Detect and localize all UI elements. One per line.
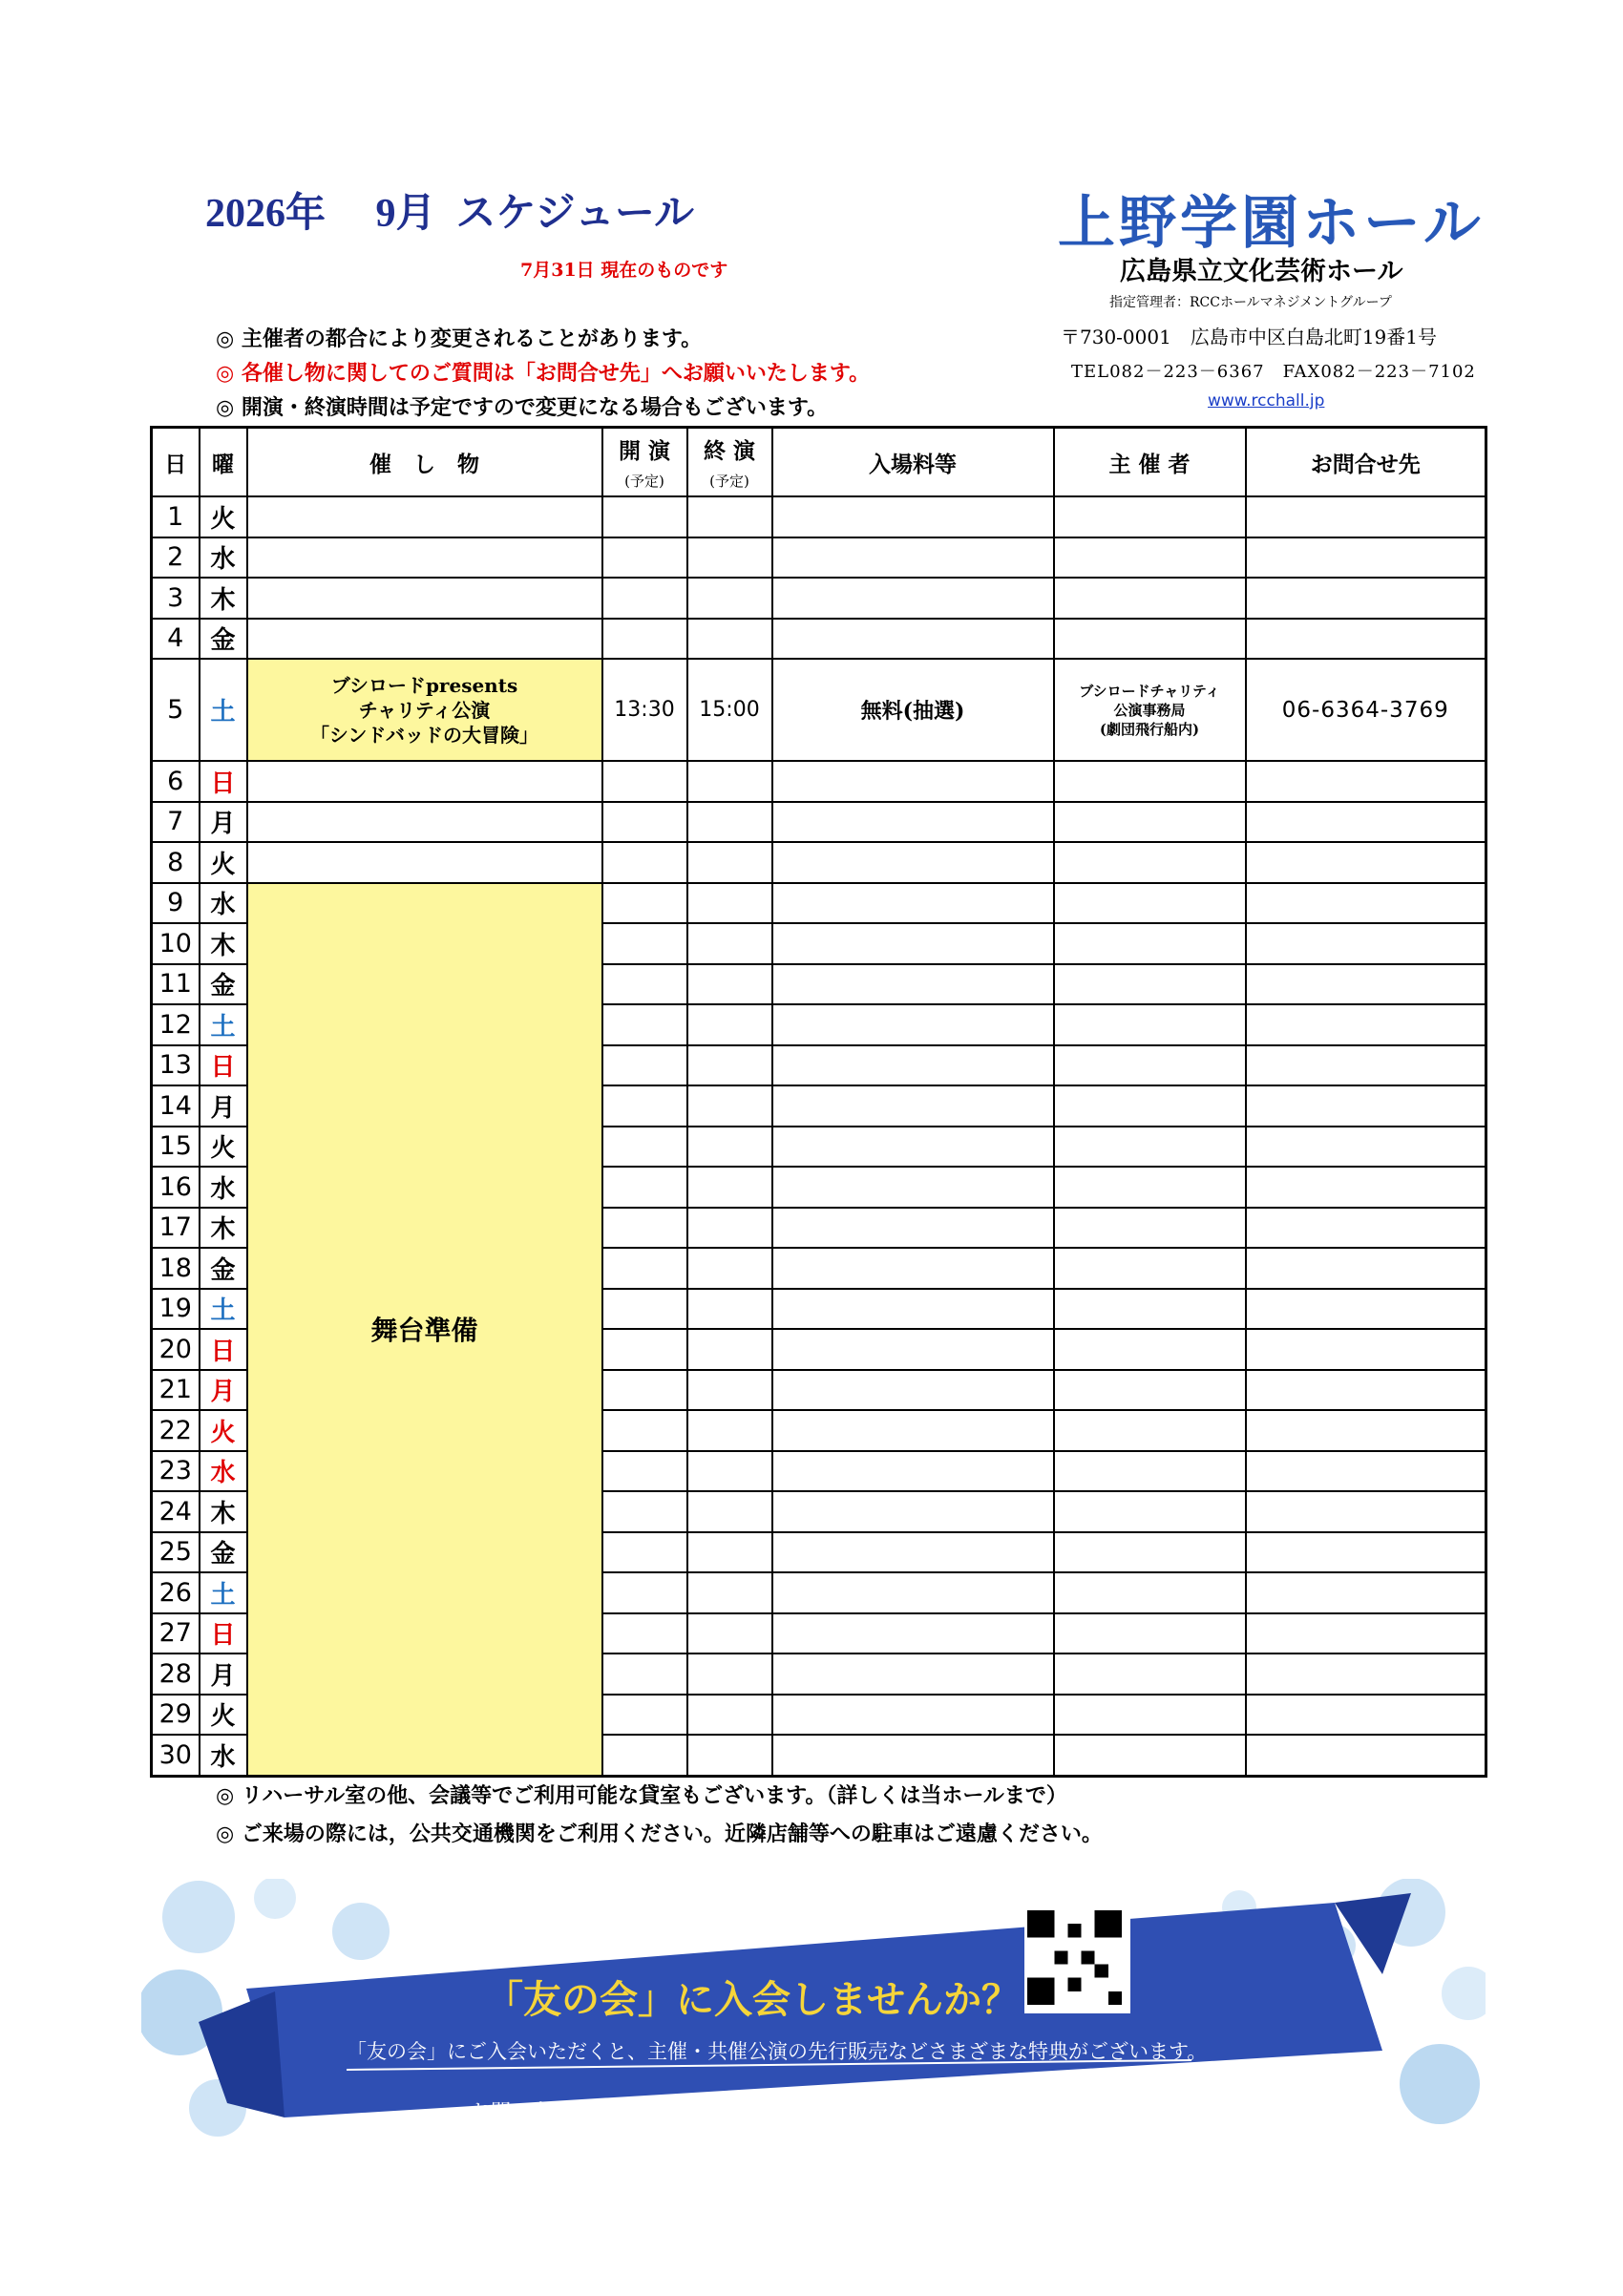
weekday: 土	[200, 1004, 247, 1045]
weekday: 水	[200, 537, 247, 579]
close-time	[687, 1370, 772, 1411]
weekday: 月	[200, 1654, 247, 1695]
organizer-cell	[1054, 1572, 1246, 1613]
friends-club-banner[interactable]	[141, 1879, 1486, 2137]
inquiry-cell	[1246, 802, 1486, 843]
header-close	[687, 428, 772, 497]
organizer-cell	[1054, 1004, 1246, 1045]
inquiry-cell	[1246, 496, 1486, 537]
event-cell	[247, 619, 602, 660]
weekday: 水	[200, 1451, 247, 1492]
open-time	[602, 1329, 687, 1370]
admission-fee	[772, 883, 1054, 924]
organizer-org-line1: ブシロードチャリティ	[1079, 682, 1220, 700]
open-time	[602, 964, 687, 1005]
open-time	[602, 802, 687, 843]
header-close-label: 終 演	[703, 438, 755, 464]
weekday: 水	[200, 1167, 247, 1208]
admission-fee	[772, 1248, 1054, 1289]
event-title-line3: 「シンドバッドの大冒険」	[309, 723, 539, 747]
close-time	[687, 842, 772, 883]
organizer-cell	[1054, 1127, 1246, 1168]
inquiry-cell	[1246, 1167, 1486, 1208]
close-time	[687, 1410, 772, 1451]
open-time	[602, 578, 687, 619]
organizer-cell	[1054, 619, 1246, 660]
close-time	[687, 1248, 772, 1289]
table-row	[152, 578, 1486, 619]
note-times: ◎ 開演・終演時間は予定ですので変更になる場合もございます。	[216, 395, 829, 420]
table-row	[152, 619, 1486, 660]
weekday: 火	[200, 1410, 247, 1451]
organizer-cell	[1054, 1045, 1246, 1086]
weekday: 月	[200, 802, 247, 843]
admission-fee	[772, 1127, 1054, 1168]
weekday: 木	[200, 578, 247, 619]
weekday: 火	[200, 1127, 247, 1168]
table-row	[152, 842, 1486, 883]
organizer-cell	[1054, 1208, 1246, 1249]
weekday: 日	[200, 1329, 247, 1370]
close-time	[687, 1695, 772, 1736]
as-of-date: 7月31日 現在のものです	[520, 260, 728, 281]
admission-fee	[772, 537, 1054, 579]
organizer-org-line3: (劇団飛行船内)	[1099, 720, 1200, 738]
hall-address: 〒730-0001 広島市中区白島北町19番1号	[1061, 326, 1438, 348]
close-time	[687, 761, 772, 802]
weekday: 土	[200, 1289, 247, 1330]
admission-fee	[772, 964, 1054, 1005]
open-time	[602, 1289, 687, 1330]
close-time	[687, 1085, 772, 1127]
admission-fee	[772, 842, 1054, 883]
organizer-org-line2: 公演事務局	[1113, 701, 1186, 719]
admission-fee	[772, 1654, 1054, 1695]
organizer-cell	[1054, 802, 1246, 843]
day-number: 3	[152, 578, 200, 619]
organizer-cell	[1054, 537, 1246, 579]
close-time	[687, 923, 772, 964]
day-number: 25	[152, 1532, 200, 1573]
header-fee: 入場料等	[772, 428, 1054, 497]
weekday: 土	[200, 1572, 247, 1613]
close-time	[687, 496, 772, 537]
organizer-cell	[1054, 1491, 1246, 1532]
organizer-cell	[1054, 1695, 1246, 1736]
schedule-body	[152, 496, 1486, 1776]
admission-fee	[772, 1613, 1054, 1654]
weekday: 日	[200, 761, 247, 802]
table-row	[152, 761, 1486, 802]
day-number: 1	[152, 496, 200, 537]
hall-subtitle: 広島県立文化芸術ホール	[1120, 257, 1403, 286]
admission-fee	[772, 1532, 1054, 1573]
close-time	[687, 1451, 772, 1492]
day-number: 14	[152, 1085, 200, 1127]
open-time	[602, 1085, 687, 1127]
weekday: 金	[200, 1532, 247, 1573]
organizer-cell	[1054, 578, 1246, 619]
inquiry-cell	[1246, 842, 1486, 883]
day-number: 13	[152, 1045, 200, 1086]
open-time	[602, 1045, 687, 1086]
close-time	[687, 619, 772, 660]
table-row	[152, 802, 1486, 843]
open-time	[602, 1532, 687, 1573]
event-title-line2: チャリティ公演	[358, 698, 491, 722]
organizer-cell	[1054, 1654, 1246, 1695]
weekday: 火	[200, 842, 247, 883]
close-time	[687, 1532, 772, 1573]
day-number: 24	[152, 1491, 200, 1532]
organizer-cell	[1054, 1085, 1246, 1127]
close-time	[687, 802, 772, 843]
weekday: 金	[200, 1248, 247, 1289]
close-time	[687, 1613, 772, 1654]
close-time	[687, 1654, 772, 1695]
organizer-cell	[1054, 659, 1246, 761]
organizer-cell	[1054, 1248, 1246, 1289]
day-number: 12	[152, 1004, 200, 1045]
organizer-cell	[1054, 761, 1246, 802]
open-time: 13:30	[602, 659, 687, 761]
day-number: 4	[152, 619, 200, 660]
inquiry-cell	[1246, 1370, 1486, 1411]
admission-fee	[772, 619, 1054, 660]
inquiry-cell	[1246, 578, 1486, 619]
close-time	[687, 1208, 772, 1249]
hall-website-link[interactable]: www.rcchall.jp	[1208, 391, 1325, 411]
weekday: 火	[200, 496, 247, 537]
admission-fee	[772, 1167, 1054, 1208]
close-time	[687, 1289, 772, 1330]
day-number: 8	[152, 842, 200, 883]
event-cell	[247, 802, 602, 843]
inquiry-cell	[1246, 1695, 1486, 1736]
open-time	[602, 761, 687, 802]
open-time	[602, 1208, 687, 1249]
day-number: 22	[152, 1410, 200, 1451]
stage-prep-cell: 舞台準備	[247, 883, 602, 1777]
day-number: 26	[152, 1572, 200, 1613]
event-cell	[247, 842, 602, 883]
inquiry-cell	[1246, 761, 1486, 802]
inquiry-phone: 06-6364-3769	[1246, 659, 1486, 761]
day-number: 23	[152, 1451, 200, 1492]
organizer-cell	[1054, 1289, 1246, 1330]
open-time	[602, 1491, 687, 1532]
organizer-cell	[1054, 964, 1246, 1005]
day-number: 11	[152, 964, 200, 1005]
inquiry-cell	[1246, 1329, 1486, 1370]
open-time	[602, 1370, 687, 1411]
event-cell	[247, 496, 602, 537]
header-event: 催 し 物	[247, 428, 602, 497]
day-number: 16	[152, 1167, 200, 1208]
close-time: 15:00	[687, 659, 772, 761]
organizer-cell	[1054, 1167, 1246, 1208]
admission-fee	[772, 1208, 1054, 1249]
day-number: 28	[152, 1654, 200, 1695]
page-title: 2026年 9月 スケジュール	[205, 192, 694, 236]
inquiry-cell	[1246, 1127, 1486, 1168]
inquiry-cell	[1246, 1248, 1486, 1289]
day-number: 18	[152, 1248, 200, 1289]
close-time	[687, 1127, 772, 1168]
admission-fee	[772, 1572, 1054, 1613]
close-time	[687, 1735, 772, 1776]
open-time	[602, 1127, 687, 1168]
admission-fee	[772, 578, 1054, 619]
close-time	[687, 1045, 772, 1086]
inquiry-cell	[1246, 1410, 1486, 1451]
header-close-sub: (予定)	[709, 473, 749, 490]
banner-body: 「友の会」にご入会いただくと、主催・共催公演の先行販売などさまざまな特典がございます。	[347, 2040, 1208, 2063]
day-number: 27	[152, 1613, 200, 1654]
organizer-cell	[1054, 1370, 1246, 1411]
close-time	[687, 1167, 772, 1208]
open-time	[602, 1451, 687, 1492]
weekday: 木	[200, 1208, 247, 1249]
weekday: 金	[200, 619, 247, 660]
close-time	[687, 964, 772, 1005]
weekday: 日	[200, 1045, 247, 1086]
open-time	[602, 619, 687, 660]
inquiry-cell	[1246, 1208, 1486, 1249]
qr-code-icon[interactable]	[1024, 1907, 1130, 2013]
inquiry-cell	[1246, 883, 1486, 924]
close-time	[687, 883, 772, 924]
admission-fee: 無料(抽選)	[772, 659, 1054, 761]
inquiry-cell	[1246, 1654, 1486, 1695]
weekday: 土	[200, 659, 247, 761]
schedule-table	[150, 426, 1487, 1778]
open-time	[602, 1248, 687, 1289]
event-cell	[247, 578, 602, 619]
weekday: 水	[200, 1735, 247, 1776]
admission-fee	[772, 1289, 1054, 1330]
event-cell	[247, 659, 602, 761]
inquiry-cell	[1246, 1532, 1486, 1573]
organizer-cell	[1054, 1451, 1246, 1492]
weekday: 水	[200, 883, 247, 924]
open-time	[602, 883, 687, 924]
hall-manager: 指定管理者：RCCホールマネジメントグループ	[1109, 295, 1392, 310]
open-time	[602, 1572, 687, 1613]
hall-logo: 上野学園ホール	[1058, 190, 1485, 257]
footer-note-rooms: ◎ リハーサル室の他、会議等でご利用可能な貸室もございます。（詳しくは当ホールまで）	[216, 1783, 1067, 1808]
open-time	[602, 1695, 687, 1736]
day-number: 30	[152, 1735, 200, 1776]
admission-fee	[772, 496, 1054, 537]
inquiry-cell	[1246, 1491, 1486, 1532]
day-number: 9	[152, 883, 200, 924]
table-row	[152, 537, 1486, 579]
inquiry-cell	[1246, 1289, 1486, 1330]
open-time	[602, 1167, 687, 1208]
admission-fee	[772, 1410, 1054, 1451]
day-number: 21	[152, 1370, 200, 1411]
admission-fee	[772, 802, 1054, 843]
open-time	[602, 1613, 687, 1654]
day-number: 2	[152, 537, 200, 579]
organizer-cell	[1054, 842, 1246, 883]
admission-fee	[772, 1370, 1054, 1411]
banner-headline: 「友の会」に入会しませんか？	[485, 1978, 1020, 2022]
close-time	[687, 1329, 772, 1370]
inquiry-cell	[1246, 1004, 1486, 1045]
open-time	[602, 1004, 687, 1045]
admission-fee	[772, 1004, 1054, 1045]
banner-contact: お問い合わせ：上野学園ホール 友の会 事務局 TEL.082-223-6367	[471, 2100, 1075, 2123]
day-number: 6	[152, 761, 200, 802]
organizer-cell	[1054, 1735, 1246, 1776]
header-inquiry: お問合せ先	[1246, 428, 1486, 497]
header-open-sub: (予定)	[624, 473, 664, 490]
organizer-cell	[1054, 1410, 1246, 1451]
admission-fee	[772, 1045, 1054, 1086]
inquiry-cell	[1246, 1085, 1486, 1127]
organizer-cell	[1054, 883, 1246, 924]
admission-fee	[772, 1735, 1054, 1776]
day-number: 10	[152, 923, 200, 964]
table-row	[152, 659, 1486, 761]
close-time	[687, 537, 772, 579]
header-day: 日	[152, 428, 200, 497]
admission-fee	[772, 1451, 1054, 1492]
day-number: 15	[152, 1127, 200, 1168]
header-open-label: 開 演	[618, 438, 670, 464]
weekday: 月	[200, 1370, 247, 1411]
weekday: 火	[200, 1695, 247, 1736]
weekday: 月	[200, 1085, 247, 1127]
inquiry-cell	[1246, 923, 1486, 964]
day-number: 17	[152, 1208, 200, 1249]
day-number: 5	[152, 659, 200, 761]
hall-tel-fax: TEL082－223－6367 FAX082－223－7102	[1071, 362, 1476, 382]
inquiry-cell	[1246, 1045, 1486, 1086]
admission-fee	[772, 1329, 1054, 1370]
inquiry-cell	[1246, 537, 1486, 579]
event-cell	[247, 537, 602, 579]
organizer-cell	[1054, 923, 1246, 964]
table-row	[152, 496, 1486, 537]
weekday: 木	[200, 1491, 247, 1532]
close-time	[687, 1004, 772, 1045]
day-number: 29	[152, 1695, 200, 1736]
inquiry-cell	[1246, 1613, 1486, 1654]
close-time	[687, 1491, 772, 1532]
open-time	[602, 923, 687, 964]
inquiry-cell	[1246, 1572, 1486, 1613]
open-time	[602, 1410, 687, 1451]
day-number: 20	[152, 1329, 200, 1370]
event-cell	[247, 761, 602, 802]
admission-fee	[772, 1695, 1054, 1736]
admission-fee	[772, 1085, 1054, 1127]
weekday: 金	[200, 964, 247, 1005]
admission-fee	[772, 761, 1054, 802]
event-title-line1: ブシロードpresents	[330, 673, 518, 697]
open-time	[602, 1735, 687, 1776]
admission-fee	[772, 1491, 1054, 1532]
day-number: 7	[152, 802, 200, 843]
day-number: 19	[152, 1289, 200, 1330]
open-time	[602, 496, 687, 537]
organizer-cell	[1054, 496, 1246, 537]
table-row	[152, 883, 1486, 924]
admission-fee	[772, 923, 1054, 964]
footer-note-transport: ◎ ご来場の際には，公共交通機関をご利用ください。近隣店舗等への駐車はご遠慮ください。	[216, 1822, 1103, 1846]
close-time	[687, 1572, 772, 1613]
organizer-cell	[1054, 1532, 1246, 1573]
weekday: 木	[200, 923, 247, 964]
open-time	[602, 842, 687, 883]
header-open	[602, 428, 687, 497]
header-organizer: 主 催 者	[1054, 428, 1246, 497]
inquiry-cell	[1246, 1451, 1486, 1492]
inquiry-cell	[1246, 619, 1486, 660]
inquiry-cell	[1246, 964, 1486, 1005]
inquiry-cell	[1246, 1735, 1486, 1776]
header-weekday: 曜	[200, 428, 247, 497]
open-time	[602, 1654, 687, 1695]
note-inquiry: ◎ 各催し物に関してのご質問は「お問合せ先」へお願いいたします。	[216, 361, 871, 386]
close-time	[687, 578, 772, 619]
note-change: ◎ 主催者の都合により変更されることがあります。	[216, 326, 703, 351]
open-time	[602, 537, 687, 579]
organizer-cell	[1054, 1613, 1246, 1654]
organizer-cell	[1054, 1329, 1246, 1370]
weekday: 日	[200, 1613, 247, 1654]
